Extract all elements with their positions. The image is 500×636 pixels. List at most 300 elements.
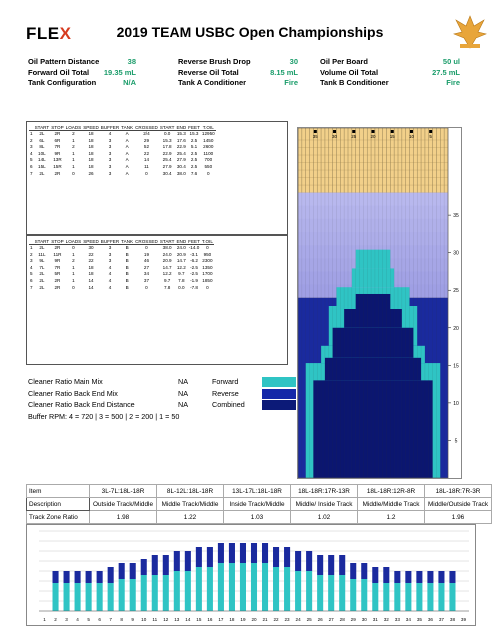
combined-oil-step	[333, 328, 414, 358]
forward-bar	[64, 583, 70, 611]
table-cell: 7	[30, 170, 33, 176]
table-cell: 18	[88, 163, 94, 169]
forward-bar	[196, 567, 202, 611]
pattern-info-label: Tank Configuration	[28, 78, 97, 87]
x-tick-label: 24	[295, 617, 301, 622]
column-header: START	[34, 125, 50, 130]
table-cell: 24.0	[162, 251, 172, 257]
forward-bar	[394, 583, 400, 611]
forward-bar	[405, 583, 411, 611]
pattern-info-item	[28, 68, 136, 78]
column-header: STOP	[51, 239, 64, 244]
x-tick-label: 20	[251, 617, 257, 622]
zone-cell: 8L-12L:18L-18R	[157, 485, 224, 498]
table-row	[29, 164, 216, 171]
board-marker	[352, 130, 355, 133]
table-cell: 1100	[203, 150, 214, 156]
column-header: STOP	[51, 125, 64, 130]
forward-bar	[449, 583, 455, 611]
table-cell: 5.1	[190, 144, 198, 150]
table-cell: 3	[108, 170, 112, 176]
table-cell: 17.8	[162, 144, 172, 150]
table-cell: 19	[143, 251, 150, 257]
table-cell: 2R	[54, 131, 61, 136]
table-cell: A	[125, 163, 129, 169]
zone-cell: 1.03	[224, 511, 291, 524]
row-header: Description	[27, 498, 90, 511]
table-cell: -2.5	[190, 264, 198, 270]
zone-cell: Middle/Outside Track	[425, 498, 492, 511]
reverse-bar	[185, 551, 191, 571]
reverse-bar	[207, 547, 213, 567]
buffer-rpm: Buffer RPM: 4 = 720 | 3 = 500 | 2 = 200 | 1 = 50	[28, 412, 180, 421]
table-cell: 13R	[53, 157, 62, 163]
table-cell: 4	[108, 277, 112, 283]
table-cell: 15.3	[189, 131, 199, 136]
forward-bar	[174, 571, 180, 611]
table-cell: 38.0	[162, 245, 172, 250]
pattern-info-label: Tank B Conditioner	[320, 78, 389, 87]
column-header: SPEED	[83, 239, 99, 244]
forward-bar	[361, 579, 367, 611]
forward-bar	[328, 575, 334, 611]
pattern-info-item	[320, 57, 460, 67]
combined-oil-step	[325, 358, 421, 381]
legend-label: Reverse	[212, 388, 239, 398]
forward-bar	[438, 583, 444, 611]
zone-cell: 3L-7L:18L-18R	[90, 485, 157, 498]
forward-bar	[86, 583, 92, 611]
board-label: 10	[408, 134, 414, 139]
table-cell: 10L	[38, 150, 46, 156]
forward-bar	[383, 583, 389, 611]
x-tick-label: 7	[109, 617, 112, 622]
column-header: TANK	[121, 125, 134, 130]
legend-label: Forward	[212, 377, 239, 386]
pattern-info-value: Fire	[446, 78, 460, 87]
table-cell: 3	[108, 157, 112, 163]
forward-oil-step	[356, 250, 391, 269]
table-cell: 1	[72, 264, 75, 270]
column-header: END	[176, 239, 187, 244]
table-cell: 18	[88, 157, 94, 163]
forward-bar	[108, 583, 114, 611]
table-cell: A	[125, 170, 129, 176]
x-tick-label: 15	[196, 617, 202, 622]
x-tick-label: 19	[240, 617, 246, 622]
reverse-gradient	[298, 232, 448, 245]
pattern-info-value: 50 ul	[442, 57, 460, 66]
board-marker	[333, 130, 336, 133]
reverse-bar	[394, 571, 400, 583]
table-cell: 22.9	[176, 144, 186, 150]
table-cell: 29	[143, 137, 150, 143]
pattern-info-label: Oil Per Board	[320, 57, 368, 66]
table-cell: -1.9	[190, 277, 198, 283]
board-marker	[372, 130, 375, 133]
pattern-info-label: Oil Pattern Distance	[28, 57, 100, 66]
table-cell: 4	[30, 264, 33, 270]
table-row	[27, 498, 492, 511]
table-cell: -3.1	[190, 251, 198, 257]
table-cell: 15.3	[162, 137, 172, 143]
table-cell: 4	[108, 264, 112, 270]
table-row	[29, 252, 214, 259]
x-tick-label: 4	[76, 617, 79, 622]
table-cell: 2	[30, 137, 33, 143]
table-cell: 2R	[54, 284, 61, 290]
reverse-gradient	[298, 193, 448, 206]
table-row	[29, 171, 216, 178]
table-cell: 20.9	[162, 258, 172, 264]
table-row	[29, 271, 214, 278]
table-cell: 2	[72, 131, 75, 136]
table-cell: 2L	[39, 271, 45, 277]
x-tick-label: 39	[460, 617, 467, 622]
table-cell: 6	[30, 277, 33, 283]
table-cell: 2R	[54, 245, 61, 250]
table-row	[29, 157, 216, 164]
column-header: LOADS	[65, 125, 82, 130]
table-cell: 1	[30, 245, 33, 250]
combined-oil-step	[344, 309, 402, 328]
reverse-bar	[383, 567, 389, 583]
board-label: 35	[312, 134, 318, 139]
combined-oil-step	[313, 380, 432, 478]
table-cell: 14	[88, 284, 94, 290]
table-cell: 2/4	[143, 131, 150, 136]
table-cell: 2L	[39, 245, 45, 250]
x-tick-label: 23	[284, 617, 290, 622]
pattern-info-item	[320, 68, 460, 78]
table-cell: 15.3	[176, 131, 186, 136]
x-tick-label: 25	[306, 617, 312, 622]
table-cell: 2.5	[190, 157, 198, 163]
table-cell: 6R	[54, 137, 61, 143]
page-title: 2019 TEAM USBC Open Championships	[116, 24, 384, 40]
table-cell: 5	[30, 271, 33, 277]
x-tick-label: 14	[185, 617, 191, 622]
pattern-info-value: N/A	[123, 78, 136, 87]
reverse-bar	[372, 567, 378, 583]
table-cell: -7.8	[190, 284, 198, 290]
zone-cell: Middle/ Inside Track	[291, 498, 358, 511]
table-cell: 18	[88, 150, 94, 156]
board-marker	[410, 130, 413, 133]
pattern-info-value: 8.15 mL	[270, 67, 298, 77]
x-tick-label: 5	[87, 617, 90, 622]
pattern-info-item	[28, 57, 136, 67]
pattern-info-value: 19.35 mL	[103, 67, 136, 77]
forward-bar	[372, 583, 378, 611]
column-header: END	[176, 125, 187, 130]
distance-label: 5	[454, 438, 458, 445]
legend-label: Combined	[212, 400, 245, 409]
pattern-info-item	[178, 57, 298, 67]
table-row	[29, 131, 216, 138]
reverse-bar	[317, 555, 323, 575]
zone-cell: 1.98	[90, 511, 157, 524]
board-marker	[314, 130, 317, 133]
table-cell: 3	[108, 137, 112, 143]
table-cell: 5	[30, 157, 33, 163]
x-tick-label: 21	[262, 617, 268, 622]
table-cell: 14	[88, 277, 94, 283]
column-header: BUFFER	[100, 125, 120, 130]
table-cell: B	[125, 284, 129, 290]
table-cell: 14.7	[176, 258, 186, 264]
table-cell: 2.5	[190, 150, 198, 156]
reverse-bar	[152, 555, 158, 575]
table-cell: 1450	[203, 137, 214, 143]
x-tick-label: 38	[449, 617, 456, 622]
legend-swatch	[262, 389, 296, 399]
table-cell: 3	[108, 258, 112, 264]
table-cell: 9R	[54, 150, 61, 156]
table-cell: 11R	[53, 251, 62, 257]
zone-cell: 18L-18R:7R-3R	[425, 485, 492, 498]
table-row	[29, 138, 216, 145]
table-cell: 18	[88, 131, 94, 136]
table-cell: 8L	[39, 144, 45, 150]
table-cell: 1	[72, 137, 75, 143]
forward-loads-panel	[26, 121, 288, 235]
pattern-info-item	[178, 78, 298, 88]
table-cell: 1	[72, 157, 75, 163]
forward-bar	[152, 575, 158, 611]
forward-bar	[416, 583, 422, 611]
table-cell: 18	[88, 264, 94, 270]
table-cell: 15L	[38, 163, 46, 169]
reverse-bar	[64, 571, 70, 583]
table-cell: 1	[72, 150, 75, 156]
table-cell: 950	[203, 251, 212, 257]
x-tick-label: 30	[361, 617, 367, 622]
pattern-info-label: Reverse Brush Drop	[178, 57, 251, 66]
x-tick-label: 3	[65, 617, 68, 622]
reverse-bar	[273, 547, 279, 567]
pattern-info-value: Fire	[284, 78, 298, 87]
table-cell: 4	[108, 271, 112, 277]
reverse-bar	[251, 543, 257, 563]
distance-label: 25	[453, 288, 459, 295]
reverse-loads-panel	[26, 235, 288, 365]
column-header: BUFFER	[100, 239, 120, 244]
table-cell: 1	[72, 271, 75, 277]
reverse-bar	[427, 571, 433, 583]
table-cell: 22.9	[162, 150, 172, 156]
zone-cell: 1.22	[157, 511, 224, 524]
forward-oil-step	[352, 268, 394, 287]
reverse-bar	[405, 571, 411, 583]
board-label: 25	[351, 134, 357, 139]
x-tick-label: 36	[427, 617, 433, 622]
x-tick-label: 13	[174, 617, 180, 622]
table-cell: 0	[145, 284, 148, 290]
x-tick-label: 12	[163, 617, 169, 622]
table-cell: 3	[30, 258, 33, 264]
cleaner-ratio-label: Cleaner Ratio Back End Distance	[28, 400, 135, 409]
table-cell: 1850	[202, 277, 213, 283]
forward-bar	[119, 579, 125, 611]
forward-bar	[251, 563, 257, 611]
distance-label: 10	[453, 400, 459, 407]
reverse-bar	[163, 555, 169, 575]
reverse-bar	[328, 555, 334, 575]
x-tick-label: 34	[405, 617, 411, 622]
table-cell: 7.8	[163, 284, 171, 290]
table-cell: 3	[108, 163, 112, 169]
reverse-bar	[240, 543, 246, 563]
zone-cell: Outside Track/Middle	[90, 498, 157, 511]
table-cell: 27	[143, 264, 150, 270]
table-cell: B	[125, 277, 129, 283]
reverse-bar	[119, 563, 125, 579]
x-tick-label: 9	[131, 617, 134, 622]
table-cell: 7L	[39, 264, 45, 270]
table-cell: 12.2	[176, 264, 186, 270]
table-cell: 18	[88, 144, 94, 150]
table-cell: 34	[143, 271, 150, 277]
table-cell: 2L	[39, 284, 45, 290]
table-cell: A	[125, 157, 129, 163]
forward-loads-table	[29, 125, 216, 177]
table-cell: 46	[143, 258, 150, 264]
table-cell: 27.9	[162, 163, 172, 169]
column-header: SPEED	[83, 125, 99, 130]
table-cell: 4	[108, 284, 112, 290]
reverse-gradient	[298, 206, 448, 219]
table-cell: 2R	[54, 277, 61, 283]
table-cell: 1700	[202, 271, 213, 277]
column-header: START	[159, 239, 175, 244]
board-oil-chart-svg	[27, 525, 475, 625]
x-tick-label: 2	[54, 617, 57, 622]
table-cell: 0	[72, 284, 75, 290]
table-cell: -6.2	[190, 258, 198, 264]
x-tick-label: 35	[416, 617, 422, 622]
x-tick-label: 29	[350, 617, 356, 622]
cleaner-ratio-value: NA	[178, 388, 188, 398]
table-cell: 30.4	[176, 163, 186, 169]
forward-bar	[240, 563, 246, 611]
x-tick-label: 27	[328, 617, 334, 622]
x-tick-label: 11	[152, 617, 158, 622]
table-cell: 4	[30, 150, 33, 156]
x-tick-label: 26	[317, 617, 323, 622]
cleaner-ratio-label: Cleaner Ratio Back End Mix	[28, 388, 118, 398]
table-cell: 9L	[39, 258, 45, 264]
table-cell: 25.4	[176, 150, 186, 156]
reverse-bar	[284, 547, 290, 567]
forward-bar	[284, 567, 290, 611]
distance-label: 15	[453, 363, 459, 370]
x-tick-label: 33	[394, 617, 400, 622]
x-tick-label: 32	[383, 617, 389, 622]
forward-bar	[163, 575, 169, 611]
table-cell: A	[125, 137, 129, 143]
reverse-gradient	[298, 219, 448, 232]
table-row	[29, 258, 214, 265]
table-cell: B	[125, 251, 129, 257]
column-header: CROSSED	[135, 239, 158, 244]
table-cell: 2300	[202, 258, 213, 264]
reverse-bar	[361, 563, 367, 579]
table-cell: 7	[30, 284, 33, 290]
pattern-info-value: 27.5 mL	[432, 67, 460, 77]
cleaner-ratio-value: NA	[178, 377, 188, 386]
distance-label: 30	[453, 250, 459, 257]
forward-bar	[306, 571, 312, 611]
table-cell: 0	[206, 284, 209, 290]
table-cell: 700	[204, 157, 213, 163]
x-tick-label: 16	[207, 617, 213, 622]
usbc-emblem-icon	[452, 12, 488, 52]
table-cell: A	[125, 144, 129, 150]
reverse-bar	[141, 559, 147, 575]
flex-logo: FLEX	[26, 24, 72, 43]
table-cell: 3	[108, 144, 112, 150]
table-row	[29, 151, 216, 158]
table-cell: 1350	[202, 264, 213, 270]
table-cell: 2600	[203, 144, 214, 150]
zone-cell: 13L-17L:18L-18R	[224, 485, 291, 498]
table-cell: 37	[143, 277, 150, 283]
board-label: 30	[332, 134, 338, 139]
board-label: 15	[389, 134, 395, 139]
forward-bar	[295, 571, 301, 611]
forward-bar	[141, 575, 147, 611]
pattern-info-label: Volume Oil Total	[320, 67, 379, 77]
reverse-bar	[174, 551, 180, 571]
board-marker	[391, 130, 394, 133]
table-cell: 3	[108, 150, 112, 156]
reverse-bar	[306, 551, 312, 571]
pattern-info-value: 30	[289, 57, 298, 66]
table-cell: 3	[108, 245, 112, 250]
table-row	[29, 144, 216, 151]
pattern-info-label: Reverse Oil Total	[178, 67, 239, 77]
x-tick-label: 28	[339, 617, 345, 622]
table-cell: 2L	[39, 277, 45, 283]
table-cell: 24.0	[176, 245, 186, 250]
table-cell: 27.9	[176, 157, 186, 163]
column-header: CROSSED	[135, 125, 158, 130]
x-tick-label: 8	[120, 617, 123, 622]
table-cell: 0	[72, 170, 75, 176]
table-cell: 20.9	[176, 251, 186, 257]
reverse-bar	[295, 551, 301, 571]
table-cell: 0	[145, 170, 148, 176]
board-label: 20	[370, 134, 376, 139]
forward-bar	[427, 583, 433, 611]
column-header: LOADS	[65, 239, 82, 244]
pattern-info-item	[178, 68, 298, 78]
forward-bar	[218, 563, 224, 611]
legend-swatch	[262, 400, 296, 410]
reverse-bar	[262, 543, 268, 563]
table-cell: -14.0	[188, 245, 200, 250]
table-cell: 9.7	[178, 271, 185, 277]
table-cell: A	[125, 150, 129, 156]
track-zone-table	[26, 484, 492, 524]
table-cell: 14	[143, 157, 150, 163]
x-tick-label: 31	[372, 617, 378, 622]
table-cell: 0	[72, 245, 75, 250]
forward-bar	[229, 563, 235, 611]
zone-cell: 1.96	[425, 511, 492, 524]
table-cell: 12950	[201, 131, 215, 136]
